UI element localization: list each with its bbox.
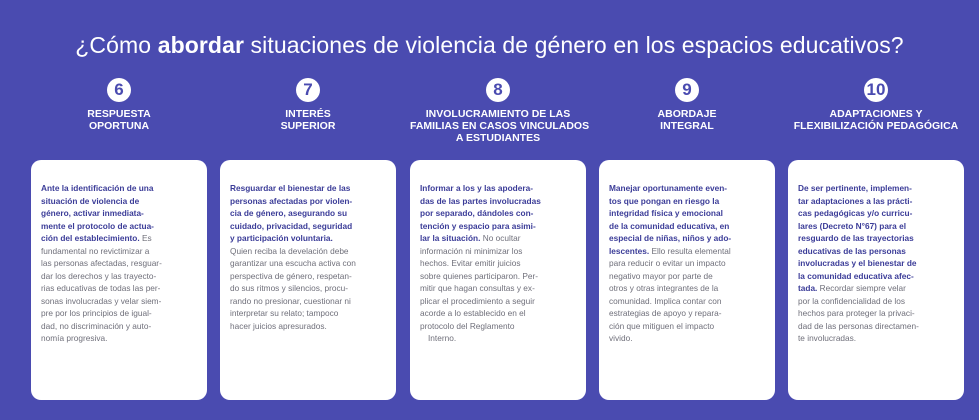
text-line: vivido. [609,333,633,343]
step-heading [599,108,775,132]
heading-line: FAMILIAS EN CASOS VINCULADOS [410,120,590,132]
page-title [0,32,979,59]
step-9 [599,78,775,132]
bold-line: cas pedagógicas y/o curricu- [798,208,913,218]
text-line: plicar el procedimiento a seguir [420,295,535,306]
bold-line: das de las partes involucradas [420,195,541,206]
step-card-7 [220,160,396,400]
bold-line: tada. [798,283,818,293]
heading-line: ADAPTACIONES Y [829,108,923,120]
bold-line: por separado, dándoles con- [420,208,534,218]
bold-line: situación de violencia de [41,195,140,206]
text-line: sonas involucradas y velar siem- [41,295,162,306]
text-line: hechos para proteger la privaci- [798,308,915,318]
title-pre: ¿Cómo [75,32,158,58]
text-line: dad de las personas directamen- [798,320,919,331]
heading-line: FLEXIBILIZACIÓN PEDAGÓGICA [793,120,959,132]
heading-line: INTERÉS [285,108,331,120]
step-card-10 [788,160,964,400]
heading-line: INVOLUCRAMIENTO DE LAS [425,108,571,120]
heading-line: RESPUESTA [87,108,151,120]
heading-line: INTEGRAL [660,120,714,132]
bold-line: y participación voluntaria. [230,233,333,243]
text-line: dar los derechos y las trayecto- [41,270,157,281]
text-line: fundamental no revictimizar a [41,245,150,256]
title-bold: abordar [157,32,245,58]
text-line: comunidad. Implica contar con [609,295,722,306]
step-heading [788,108,964,132]
text-line: dad, no discriminación y auto- [41,320,152,331]
text-line: perspectiva de género, respetan- [230,270,352,281]
bold-line: mente el protocolo de actua- [41,220,154,231]
step-card-9 [599,160,775,400]
text-line: pre por los principios de igual- [41,308,152,318]
heading-line: A ESTUDIANTES [455,132,541,144]
text-line: Recordar siempre velar [817,283,906,293]
text-line: Ello resulta elemental [649,245,731,256]
step-heading [410,108,590,144]
step-heading [31,108,207,132]
heading-line: OPORTUNA [88,120,150,132]
bold-line: género, activar inmediata- [41,208,144,218]
text-line: Interno. [428,333,457,343]
text-line: garantizar una escucha activa con [230,258,356,268]
bold-line: especial de niñas, niños y ado- [609,233,732,243]
step-card-6 [31,160,207,400]
bold-line: integridad física y emocional [609,208,723,218]
text-line: ción que mitiguen el impacto [609,320,715,331]
text-line: por la confidencialidad de los [798,295,906,306]
step-card-8 [410,160,586,400]
step-number: 9 [675,78,699,102]
step-number: 10 [864,78,888,102]
bold-line: lescentes. [609,245,650,256]
text-line: negativo mayor por parte de [609,270,713,281]
text-line: do sus ritmos y silencios, procu- [230,283,349,293]
step-heading [220,108,396,132]
bold-line: tención y espacio para asimi- [420,220,536,231]
bold-line: la comunidad educativa afec- [798,270,914,281]
text-line: nomía progresiva. [41,333,108,343]
text-line: sobre quienes participaron. Per- [420,270,539,281]
bold-line: involucradas y el bienestar de [798,258,917,268]
step-number: 6 [107,78,131,102]
text-line: hacer juicios apresurados. [230,320,327,331]
text-line: para reducir o evitar un impacto [609,258,726,268]
bold-line: Resguardar el bienestar de las [230,183,351,193]
bold-line: cia de género, asegurando su [230,208,348,218]
text-line: mitir que hagan consultas y ex- [420,283,535,293]
text-line: rando no presionar, cuestionar ni [230,295,351,306]
text-line: protocolo del Reglamento [420,320,515,331]
text-line: otros y otras integrantes de la [609,283,719,293]
bold-line: Ante la identificación de una [41,183,154,193]
text-line: Quien reciba la develación debe [230,245,349,256]
text-line: te involucradas. [798,333,857,343]
bold-line: lar la situación. [420,233,481,243]
text-line: rias educativas de todas las per- [41,283,161,293]
text-line: información ni minimizar los [420,245,523,256]
title-post: situaciones de violencia de género en los espacios educativos? [244,32,904,58]
bold-line: educativas de las personas [798,245,906,256]
bold-line: Informar a los y las apodera- [420,183,533,193]
bold-line: Manejar oportunamente even- [609,183,728,193]
text-line: las personas afectadas, resguar- [41,258,162,268]
bold-line: de la comunidad educativa, en [609,220,730,231]
bold-line: tar adaptaciones a las prácti- [798,195,913,206]
bold-line: personas afectadas por violen- [230,195,353,206]
step-10 [788,78,964,132]
step-number: 8 [486,78,510,102]
step-7 [220,78,396,132]
step-number: 7 [296,78,320,102]
text-line: interpretar su relato; tampoco [230,308,339,318]
bold-line: lares (Decreto N°67) para el [798,220,907,231]
step-6 [31,78,207,132]
bold-line: ción del establecimiento. [41,233,140,243]
text-line: Es [139,233,152,243]
heading-line: SUPERIOR [280,120,336,132]
bold-line: De ser pertinente, implemen- [798,183,912,193]
text-line: No ocultar [480,233,521,243]
text-line: estrategias de apoyo y repara- [609,308,722,318]
step-8 [410,78,590,144]
bold-line: tos que pongan en riesgo la [609,195,720,206]
text-line: acorde a lo establecido en el [420,308,526,318]
bold-line: cuidado, privacidad, seguridad [230,220,353,231]
text-line: hechos. Evitar emitir juicios [420,258,521,268]
heading-line: ABORDAJE [657,108,717,120]
bold-line: resguardo de las trayectorias [798,233,914,243]
